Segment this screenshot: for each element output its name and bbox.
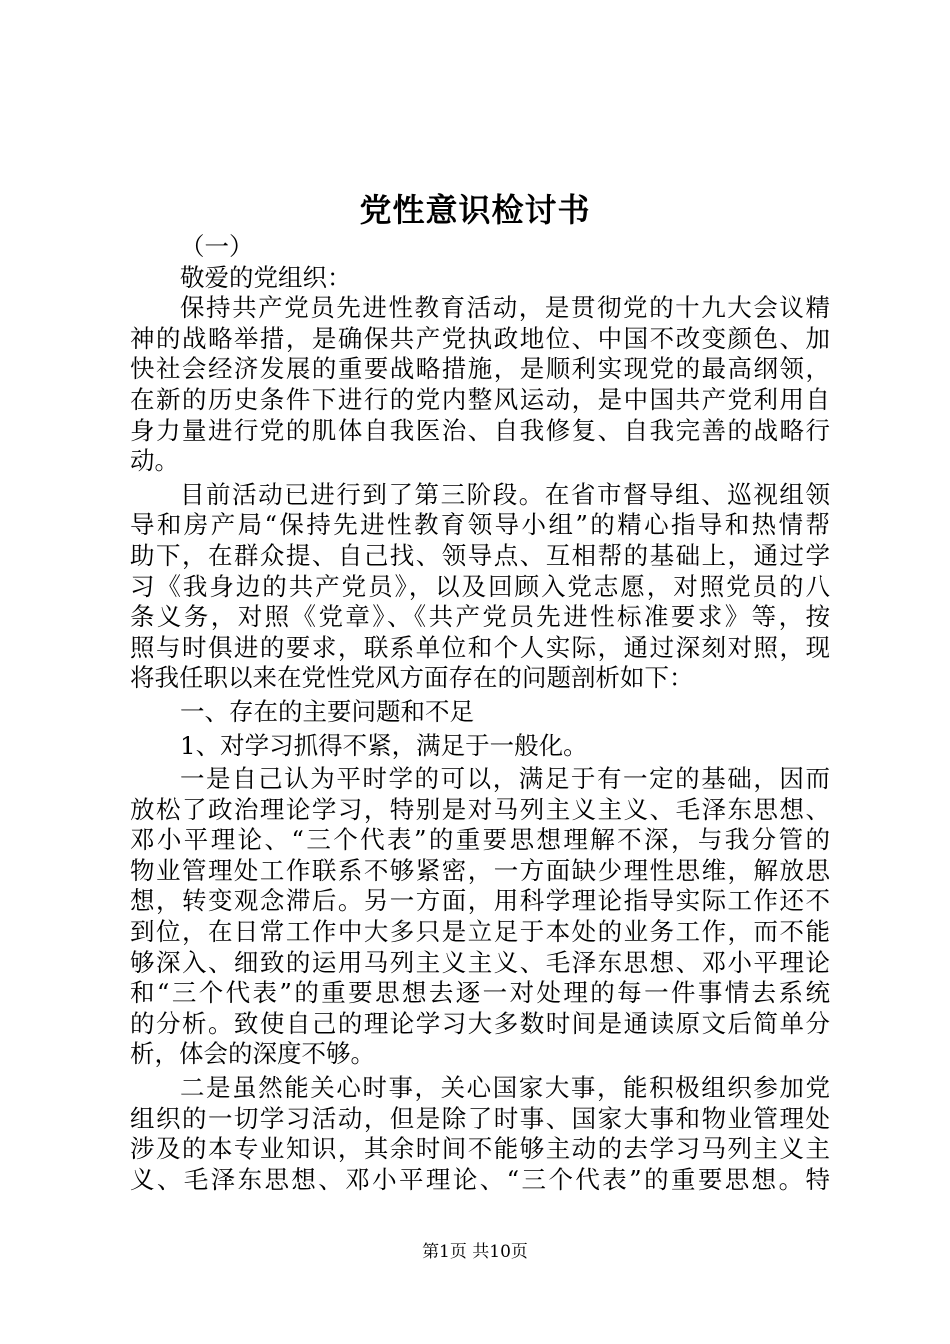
- paragraph-line: 神的战略举措，是确保共产党执政地位、中国不改变颜色、加: [130, 323, 830, 353]
- paragraph: [130, 1073, 830, 1195]
- paragraph-line: 将我任职以来在党性党风方面存在的问题剖析如下：: [130, 663, 694, 693]
- section-marker: （一）: [180, 232, 254, 261]
- paragraph: [130, 480, 830, 694]
- paragraph-line: 在新的历史条件下进行的党内整风运动，是中国共产党利用自: [130, 384, 830, 414]
- paragraph-line: 放松了政治理论学习，特别是对马列主义主义、毛泽东思想、: [130, 794, 830, 824]
- paragraph-line: 身力量进行党的肌体自我医治、自我修复、自我完善的战略行: [130, 415, 830, 445]
- document-title: 党性意识检讨书: [359, 191, 591, 229]
- paragraph-line: 动。: [130, 446, 179, 476]
- paragraph-line: 二是虽然能关心时事，关心国家大事，能积极组织参加党: [180, 1073, 830, 1103]
- paragraph-line: 组织的一切学习活动，但是除了时事、国家大事和物业管理处: [130, 1103, 830, 1133]
- paragraph-line: 快社会经济发展的重要战略措施，是顺利实现党的最高纲领，: [130, 354, 830, 384]
- paragraph: [130, 293, 830, 477]
- paragraph-line: 导和房产局“保持先进性教育领导小组”的精心指导和热情帮: [130, 510, 830, 540]
- paragraph-line: 1、对学习抓得不紧，满足于一般化。: [180, 730, 588, 760]
- paragraph-line: 助下，在群众提、自己找、领导点、互相帮的基础上，通过学: [130, 540, 830, 570]
- paragraph-line: 目前活动已进行到了第三阶段。在省市督导组、巡视组领: [180, 479, 830, 509]
- paragraph: [130, 731, 830, 762]
- paragraph-line: 析，体会的深度不够。: [130, 1039, 375, 1069]
- paragraph-line: 和“三个代表”的重要思想去逐一对处理的每一件事情去系统: [130, 978, 830, 1008]
- paragraph: [130, 697, 830, 728]
- paragraph-line: 到位，在日常工作中大多只是立足于本处的业务工作，而不能: [130, 917, 830, 947]
- paragraph-line: 义、毛泽东思想、邓小平理论、“三个代表”的重要思想。特: [130, 1164, 830, 1194]
- paragraph-line: 保持共产党员先进性教育活动，是贯彻党的十九大会议精: [180, 293, 830, 323]
- paragraph-line: 照与时俱进的要求，联系单位和个人实际，通过深刻对照，现: [130, 632, 830, 662]
- paragraph-line: 的分析。致使自己的理论学习大多数时间是通读原文后简单分: [130, 1008, 830, 1038]
- paragraph-line: 够深入、细致的运用马列主义主义、毛泽东思想、邓小平理论: [130, 947, 830, 977]
- paragraph-line: 邓小平理论、“三个代表”的重要思想理解不深，与我分管的: [130, 825, 830, 855]
- paragraph-line: 条义务，对照《党章》、《共产党员先进性标准要求》等，按: [130, 602, 830, 632]
- document-body: [130, 232, 830, 1195]
- paragraph-line: 习《我身边的共产党员》，以及回顾入党志愿，对照党员的八: [130, 571, 830, 601]
- paragraph-line: 物业管理处工作联系不够紧密，一方面缺少理性思维，解放思: [130, 855, 830, 885]
- salutation: 敬爱的党组织：: [180, 262, 352, 292]
- page-footer: 第1页 共10页: [422, 1242, 528, 1262]
- paragraph-line: 涉及的本专业知识，其余时间不能够主动的去学习马列主义主: [130, 1134, 830, 1164]
- paragraph-line: 一、存在的主要问题和不足: [180, 696, 474, 726]
- paragraph: [130, 764, 830, 1070]
- paragraph-line: 一是自己认为平时学的可以，满足于有一定的基础，因而: [180, 764, 830, 794]
- paragraph-line: 想，转变观念滞后。另一方面，用科学理论指导实际工作还不: [130, 886, 830, 916]
- paragraph-list: [130, 293, 830, 1195]
